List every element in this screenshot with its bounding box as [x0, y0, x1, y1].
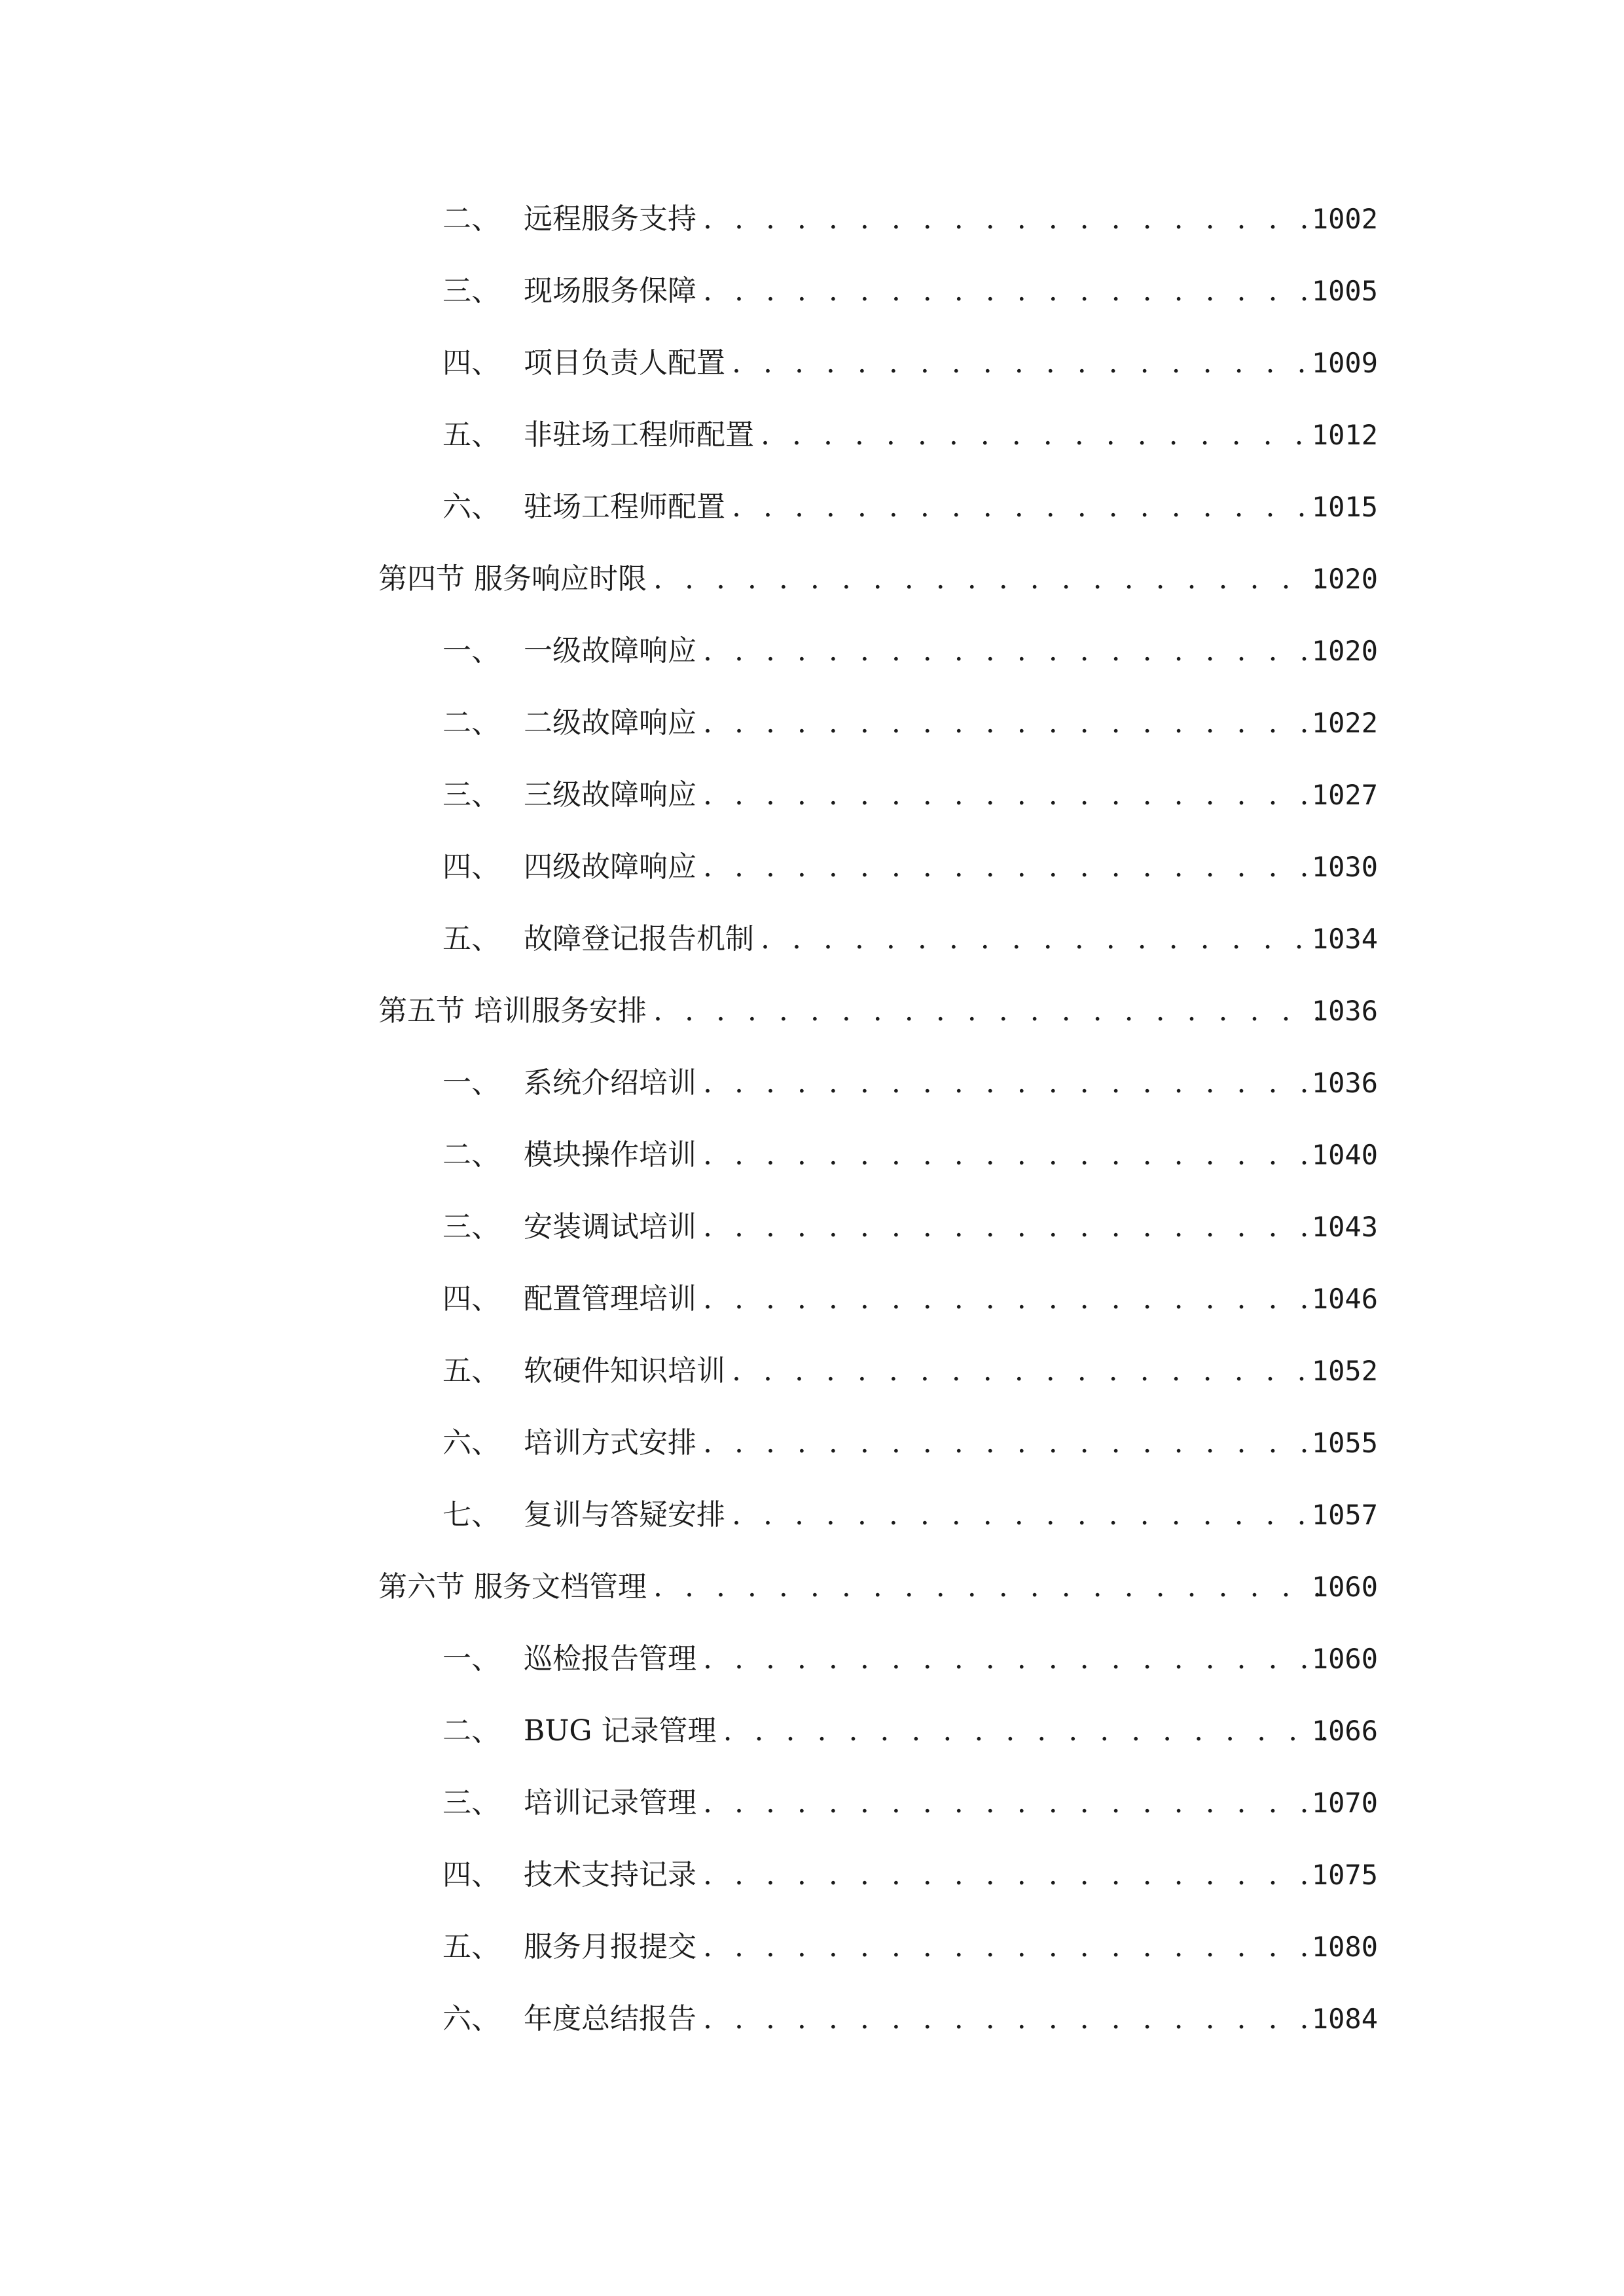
toc-entry-number: 二、 [442, 1138, 500, 1172]
toc-entry[interactable] [0, 1201, 1624, 1253]
toc-entry[interactable] [0, 1273, 1624, 1325]
toc-entry-page: 1066 [1311, 1715, 1378, 1747]
dot-leader [703, 1777, 1326, 1829]
toc-entry-number: 二、 [442, 706, 500, 740]
toc-entry-page: 1036 [1311, 995, 1378, 1027]
toc-entry-title: 非驻场工程师配置 [524, 418, 754, 452]
toc-entry-number: 三、 [442, 274, 500, 308]
toc-entry-page: 1020 [1311, 563, 1378, 595]
toc-entry-title: 系统介绍培训 [524, 1066, 696, 1100]
toc-entry-number: 四、 [442, 346, 500, 380]
toc-entry-number: 二、 [442, 1714, 500, 1748]
toc-entry[interactable] [0, 1489, 1624, 1541]
dot-leader [703, 1993, 1326, 2045]
toc-entry-title: 远程服务支持 [524, 202, 696, 236]
toc-entry[interactable] [0, 1921, 1624, 1973]
toc-entry-page: 1060 [1311, 1643, 1378, 1675]
dot-leader [703, 1417, 1326, 1469]
toc-entry-title: 培训方式安排 [524, 1426, 696, 1460]
toc-entry-number: 四、 [442, 1282, 500, 1316]
toc-entry-number: 三、 [442, 778, 500, 812]
toc-entry-title: 项目负责人配置 [524, 346, 725, 380]
toc-entry[interactable] [0, 1417, 1624, 1469]
toc-entry-title: 配置管理培训 [524, 1282, 696, 1316]
dot-leader [703, 1129, 1326, 1181]
toc-entry[interactable] [0, 625, 1624, 677]
toc-entry-title: BUG 记录管理 [524, 1714, 717, 1748]
dot-leader [703, 1849, 1326, 1901]
toc-entry-number: 五、 [442, 1354, 500, 1388]
toc-entry-title: 复训与答疑安排 [524, 1498, 725, 1532]
toc-entry-number: 六、 [442, 1426, 500, 1460]
toc-entry-number: 三、 [442, 1786, 500, 1820]
dot-leader [703, 769, 1326, 821]
toc-entry-page: 1005 [1311, 275, 1378, 307]
toc-entry-title: 年度总结报告 [524, 2002, 696, 2036]
toc-entry-page: 1002 [1311, 203, 1378, 235]
toc-entry[interactable] [0, 337, 1624, 389]
toc-section-title: 第六节 服务文档管理 [378, 1570, 647, 1604]
toc-entry-page: 1043 [1311, 1211, 1378, 1243]
toc-entry-page: 1020 [1311, 635, 1378, 667]
toc-entry-title: 安装调试培训 [524, 1210, 696, 1244]
toc-entry[interactable] [0, 1633, 1624, 1685]
dot-leader [761, 409, 1326, 461]
dot-leader [703, 841, 1326, 893]
dot-leader [653, 553, 1326, 605]
toc-entry-page: 1052 [1311, 1355, 1378, 1387]
dot-leader [732, 481, 1326, 533]
dot-leader [723, 1705, 1326, 1757]
dot-leader [703, 1921, 1326, 1973]
toc-section-heading[interactable] [0, 553, 1624, 605]
dot-leader [732, 1345, 1326, 1397]
toc-entry[interactable] [0, 1057, 1624, 1109]
dot-leader [653, 1561, 1326, 1613]
toc-entry-page: 1046 [1311, 1283, 1378, 1315]
toc-entry-number: 一、 [442, 1642, 500, 1676]
toc-entry-number: 一、 [442, 634, 500, 668]
toc-entry-page: 1060 [1311, 1571, 1378, 1603]
toc-entry-page: 1055 [1311, 1427, 1378, 1459]
toc-entry[interactable] [0, 265, 1624, 317]
toc-entry-number: 五、 [442, 922, 500, 956]
toc-entry-page: 1070 [1311, 1787, 1378, 1819]
toc-entry-number: 七、 [442, 1498, 500, 1532]
toc-entry-title: 现场服务保障 [524, 274, 696, 308]
toc-entry-number: 五、 [442, 1930, 500, 1964]
toc-entry-page: 1030 [1311, 851, 1378, 883]
toc-entry-number: 四、 [442, 850, 500, 884]
toc-entry-number: 六、 [442, 2002, 500, 2036]
dot-leader [703, 265, 1326, 317]
toc-entry-number: 二、 [442, 202, 500, 236]
toc-entry[interactable] [0, 841, 1624, 893]
toc-entry-page: 1036 [1311, 1067, 1378, 1099]
toc-entry-title: 二级故障响应 [524, 706, 696, 740]
dot-leader [703, 625, 1326, 677]
toc-entry-number: 四、 [442, 1858, 500, 1892]
toc-entry-number: 一、 [442, 1066, 500, 1100]
toc-entry[interactable] [0, 1993, 1624, 2045]
dot-leader [732, 1489, 1326, 1541]
toc-entry-title: 服务月报提交 [524, 1930, 696, 1964]
toc-entry-title: 驻场工程师配置 [524, 490, 725, 524]
toc-entry-page: 1084 [1311, 2003, 1378, 2035]
toc-entry-title: 软硬件知识培训 [524, 1354, 725, 1388]
toc-entry[interactable] [0, 1777, 1624, 1829]
dot-leader [653, 985, 1326, 1037]
toc-entry[interactable] [0, 1705, 1624, 1757]
toc-entry[interactable] [0, 1849, 1624, 1901]
toc-entry-page: 1015 [1311, 491, 1378, 523]
toc-section-heading[interactable] [0, 1561, 1624, 1613]
toc-entry-number: 三、 [442, 1210, 500, 1244]
toc-entry-title: 三级故障响应 [524, 778, 696, 812]
toc-entry-page: 1040 [1311, 1139, 1378, 1171]
toc-entry-page: 1034 [1311, 923, 1378, 955]
dot-leader [703, 1201, 1326, 1253]
toc-entry-title: 技术支持记录 [524, 1858, 696, 1892]
toc-entry-page: 1027 [1311, 779, 1378, 811]
toc-entry-page: 1022 [1311, 707, 1378, 739]
toc-entry[interactable] [0, 913, 1624, 965]
toc-entry-number: 六、 [442, 490, 500, 524]
dot-leader [703, 1057, 1326, 1109]
toc-entry-title: 模块操作培训 [524, 1138, 696, 1172]
dot-leader [761, 913, 1326, 965]
toc-entry[interactable] [0, 409, 1624, 461]
toc-entry-title: 培训记录管理 [524, 1786, 696, 1820]
dot-leader [703, 193, 1326, 245]
toc-entry[interactable] [0, 769, 1624, 821]
dot-leader [732, 337, 1326, 389]
toc-entry[interactable] [0, 1345, 1624, 1397]
toc-section-title: 第五节 培训服务安排 [378, 994, 647, 1028]
toc-entry[interactable] [0, 1129, 1624, 1181]
dot-leader [703, 697, 1326, 749]
toc-entry-title: 故障登记报告机制 [524, 922, 754, 956]
toc-section-title: 第四节 服务响应时限 [378, 562, 647, 596]
toc-entry-title: 巡检报告管理 [524, 1642, 696, 1676]
toc-entry-page: 1012 [1311, 419, 1378, 451]
toc-entry[interactable] [0, 481, 1624, 533]
dot-leader [703, 1633, 1326, 1685]
toc-entry[interactable] [0, 697, 1624, 749]
toc-entry-title: 四级故障响应 [524, 850, 696, 884]
toc-entry-page: 1075 [1311, 1859, 1378, 1891]
toc-entry[interactable] [0, 193, 1624, 245]
toc-section-heading[interactable] [0, 985, 1624, 1037]
toc-entry-page: 1009 [1311, 347, 1378, 379]
toc-entry-page: 1057 [1311, 1499, 1378, 1531]
toc-entry-title: 一级故障响应 [524, 634, 696, 668]
toc-entry-page: 1080 [1311, 1931, 1378, 1963]
toc-entry-number: 五、 [442, 418, 500, 452]
dot-leader [703, 1273, 1326, 1325]
